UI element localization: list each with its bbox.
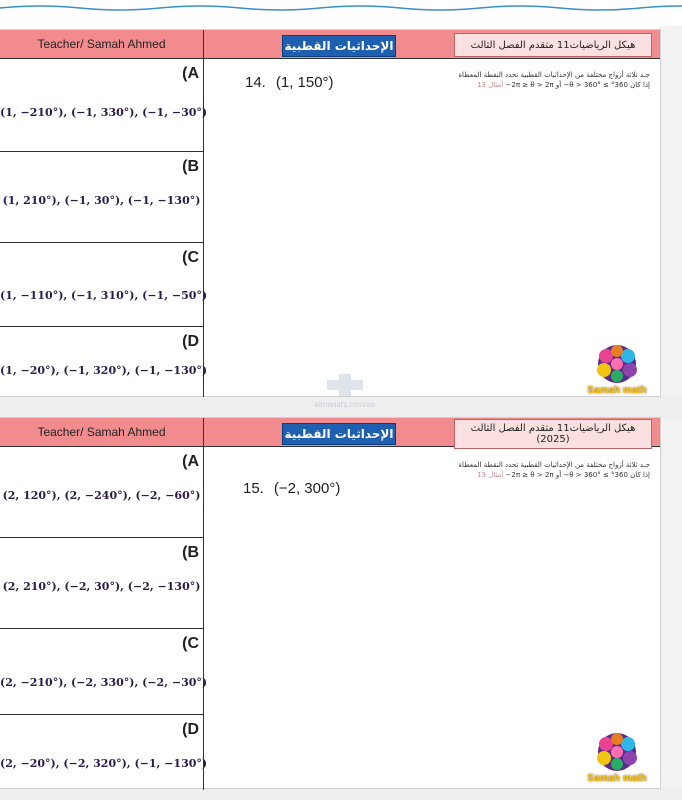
topic-title: الإحداثيات القطبية <box>282 423 396 445</box>
course-title: هيكل الرياضيات11 متقدم الفصل الثالث (2025) <box>454 419 652 449</box>
choice-answer: (2, −20°), (−2, 320°), (−1, −130°) <box>0 757 208 770</box>
worksheet-page-2 <box>0 418 660 788</box>
watermark <box>290 372 400 408</box>
watermark-text: almanahj.com/ae <box>314 400 376 409</box>
instruction-text: جـد ثلاثة أزواج مختلفة من الإحداثيات القطبية تحدد النقطة المعطاة <box>458 461 650 469</box>
page-header <box>0 30 660 59</box>
instruction-condition: إذا كان 360° ≥ θ > 360°− أو 2π ≥ θ > 2π− <box>505 81 650 89</box>
question-number: 15. <box>243 480 264 497</box>
choice-answer: (2, 210°), (−2, 30°), (−2, −130°) <box>2 580 201 593</box>
choice-letter: (D <box>182 721 199 738</box>
flower-logo-icon <box>582 342 652 386</box>
choice-c[interactable] <box>0 243 208 327</box>
answer-choices <box>0 59 208 397</box>
question-point: (−2, 300°) <box>273 480 341 497</box>
choice-letter: (C <box>182 635 199 652</box>
top-strip <box>0 0 682 26</box>
page-header <box>0 418 660 447</box>
choice-b[interactable] <box>0 152 203 243</box>
choice-letter: (B <box>182 544 199 561</box>
choice-letter: (C <box>182 249 199 266</box>
wave-decoration <box>0 4 682 12</box>
question-15 <box>243 480 340 497</box>
choice-d[interactable] <box>0 715 208 790</box>
worksheet-page-1 <box>0 30 660 396</box>
choice-answer: (2, 120°), (2, −240°), (−2, −60°) <box>2 489 201 502</box>
choice-answer: (1, −110°), (−1, 310°), (−1, −50°) <box>0 289 208 302</box>
choice-a[interactable] <box>0 59 208 152</box>
choice-answer: (2, −210°), (−2, 330°), (−2, −30°) <box>0 676 208 689</box>
question-number: 14. <box>245 74 266 91</box>
example-hint: أمثال 13 <box>477 81 504 89</box>
choice-c[interactable] <box>0 629 208 715</box>
choice-answer: (1, 210°), (−1, 30°), (−1, −130°) <box>2 194 201 207</box>
watermark-icon <box>325 372 365 398</box>
choice-answer: (1, −20°), (−1, 320°), (−1, −130°) <box>0 364 208 377</box>
example-hint: أمثال 13 <box>477 471 504 479</box>
teacher-name: Teacher/ Samah Ahmed <box>0 30 204 58</box>
logo-text: Samah math <box>587 773 647 784</box>
question-instruction <box>400 70 650 90</box>
choice-d[interactable] <box>0 327 208 397</box>
question-point: (1, 150°) <box>275 74 334 91</box>
choice-a[interactable] <box>0 447 203 538</box>
choice-answer: (1, −210°), (−1, 330°), (−1, −30°) <box>0 106 208 119</box>
choice-letter: (B <box>182 158 199 175</box>
samah-math-logo <box>582 730 652 782</box>
question-instruction <box>400 460 650 480</box>
instruction-text: جـد ثلاثة أزواج مختلفة من الإحداثيات القطبية تحدد النقطة المعطاة <box>458 71 650 79</box>
choice-letter: (D <box>182 333 199 350</box>
topic-title: الإحداثيات القطبية <box>282 35 396 57</box>
answer-choices <box>0 447 208 790</box>
flower-logo-icon <box>582 730 652 774</box>
samah-math-logo <box>582 342 652 394</box>
course-title: هيكل الرياضيات11 متقدم الفصل الثالث <box>454 33 652 57</box>
instruction-condition: إذا كان 360° ≥ θ > 360°− أو 2π ≥ θ > 2π− <box>505 471 650 479</box>
logo-text: Samah math <box>587 385 647 396</box>
teacher-name: Teacher/ Samah Ahmed <box>0 418 204 446</box>
choice-b[interactable] <box>0 538 203 629</box>
choice-letter: (A <box>182 453 199 470</box>
choice-letter: (A <box>182 65 199 82</box>
question-14 <box>245 74 334 91</box>
